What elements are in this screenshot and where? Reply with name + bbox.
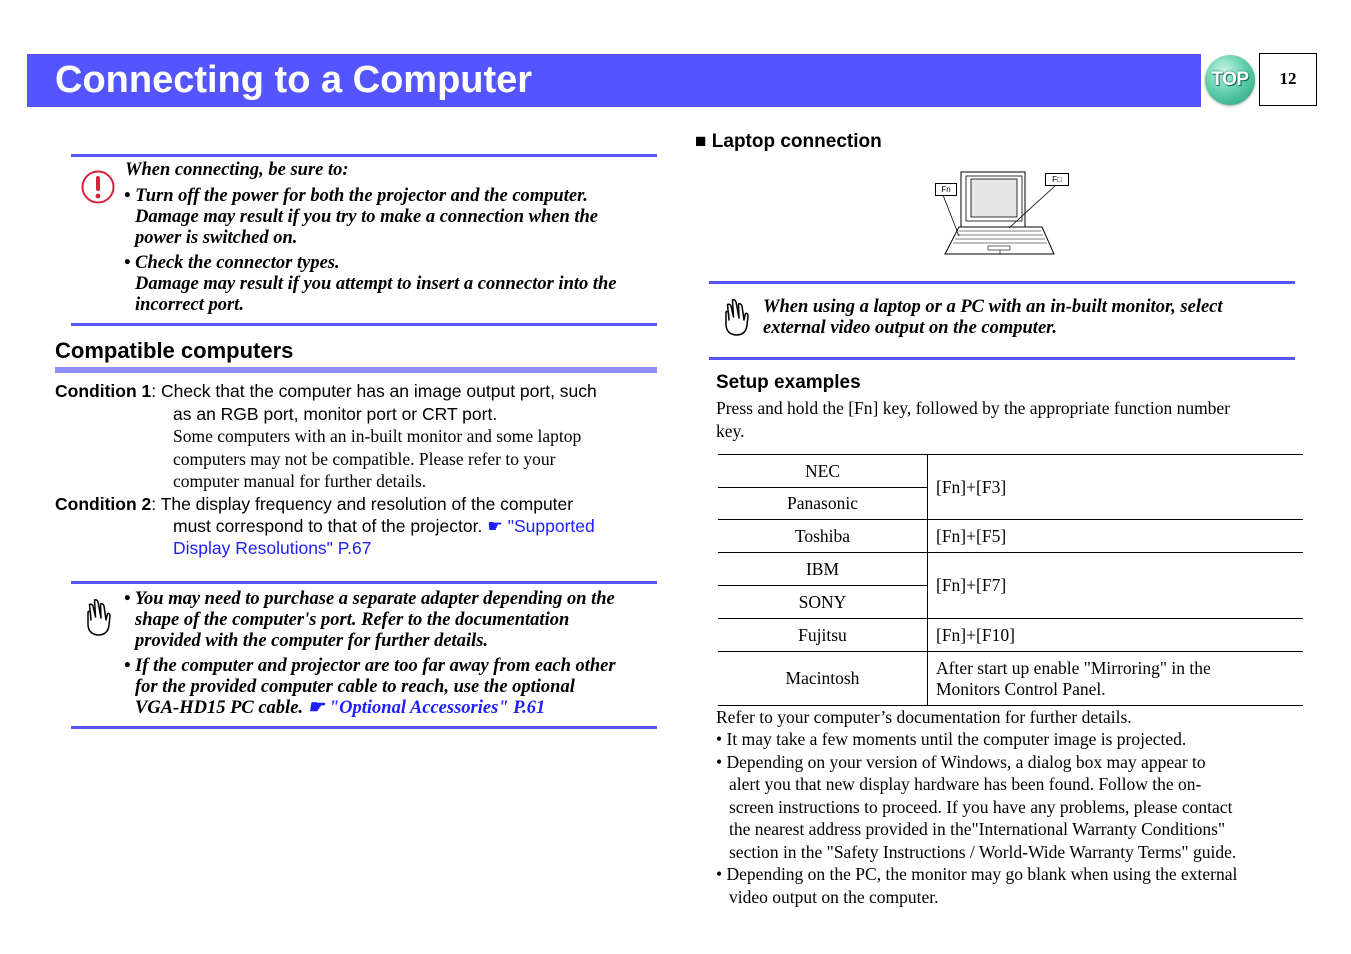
condition-2-line-2 xyxy=(173,515,595,537)
condition-2-text-2: must correspond to that of the projector. xyxy=(173,516,488,536)
top-button-label: TOP xyxy=(1211,69,1249,90)
tip-left-bullet-1-line-1: You may need to purchase a separate adapter depending on the xyxy=(134,589,615,609)
condition-1-label: Condition 1 xyxy=(55,381,152,401)
tip-hand-icon xyxy=(720,298,752,338)
bullet-dot: • xyxy=(716,751,727,772)
bullet-dot: • xyxy=(124,253,136,273)
laptop-tip-text xyxy=(763,297,1223,339)
laptop-heading-text: Laptop connection xyxy=(711,131,882,152)
title-bar xyxy=(27,54,1201,107)
pointing-hand-icon: ☛ xyxy=(307,698,329,718)
setup-after-text: Refer to your computer’s documentation for further details. xyxy=(716,707,1132,727)
tip-left-bullet-1 xyxy=(124,589,615,652)
caution-bullet-2-line-1: Check the connector types. xyxy=(135,253,340,273)
laptop-tip-line-2: external video output on the computer. xyxy=(763,318,1057,338)
setup-intro xyxy=(716,397,1230,442)
keys-cell-line-1: After start up enable "Mirroring" in the xyxy=(936,657,1211,678)
condition-1-text: : Check that the computer has an image output port, such xyxy=(151,381,597,401)
optional-accessories-link[interactable]: "Optional Accessories" P.61 xyxy=(328,698,546,718)
table-row xyxy=(718,652,1303,706)
keys-cell: [Fn]+[F7] xyxy=(928,553,1304,619)
square-bullet-icon: ■ xyxy=(695,131,712,152)
note-1 xyxy=(716,728,1237,751)
note-3-line-2: video output on the computer. xyxy=(729,886,939,907)
tip-left-bullet-2-line-2: for the provided computer cable to reach, use the optional xyxy=(135,677,575,697)
setup-table xyxy=(718,454,1303,706)
table-row xyxy=(718,619,1303,652)
setup-heading: Setup examples xyxy=(716,372,861,393)
table-row xyxy=(718,455,1303,488)
laptop-tip-bottom-rule xyxy=(709,357,1295,360)
keys-cell: [Fn]+[F10] xyxy=(928,619,1304,652)
fn-key-icon: Fn xyxy=(935,183,957,196)
keys-cell xyxy=(928,652,1304,706)
condition-2-line-1 xyxy=(55,493,573,515)
keys-cell: [Fn]+[F3] xyxy=(928,455,1304,520)
condition-1-note-line-1: Some computers with an in-built monitor and some laptop xyxy=(173,426,582,446)
maker-cell: NEC xyxy=(718,455,928,488)
table-row xyxy=(718,553,1303,586)
tip-hand-icon xyxy=(82,598,114,638)
note-1-line-1: It may take a few moments until the computer image is projected. xyxy=(726,729,1187,749)
condition-2-text: : The display frequency and resolution of the computer xyxy=(151,494,574,514)
caution-bullet-1 xyxy=(124,186,598,249)
table-row xyxy=(718,520,1303,553)
maker-cell: Macintosh xyxy=(718,652,928,706)
note-2-line-3: screen instructions to proceed. If you have any problems, please contact xyxy=(729,796,1233,817)
laptop-heading xyxy=(695,130,882,154)
note-2-line-1: Depending on your version of Windows, a dialog box may appear to xyxy=(726,751,1206,772)
bullet-dot: • xyxy=(124,589,135,609)
condition-1-note-line-2: computers may not be compatible. Please refer to your xyxy=(173,448,556,469)
caution-bullet-1-line-1: Turn off the power for both the projector and the computer. xyxy=(135,186,588,206)
caution-bullet-1-line-3: power is switched on. xyxy=(135,228,298,248)
note-2-line-5: section in the "Safety Instructions / World-Wide Warranty Terms" guide. xyxy=(729,841,1237,862)
top-button[interactable] xyxy=(1205,55,1255,105)
condition-1-line-1 xyxy=(55,380,597,402)
setup-notes xyxy=(716,728,1237,908)
supported-resolutions-link[interactable]: "Supported xyxy=(507,516,595,536)
tip-left-bullet-2 xyxy=(124,656,616,719)
bullet-dot: • xyxy=(124,656,136,676)
condition-2-label: Condition 2 xyxy=(55,494,152,514)
tip-left-bullet-2-line-1: If the computer and projector are too far away from each other xyxy=(135,656,616,676)
pointing-hand-icon: ☛ xyxy=(487,516,508,536)
caution-bottom-rule xyxy=(71,323,657,326)
function-key-icon: F□ xyxy=(1045,173,1069,186)
caution-icon xyxy=(80,169,116,205)
page-title: Connecting to a Computer xyxy=(55,59,533,101)
note-3 xyxy=(716,863,1237,908)
setup-intro-line-2: key. xyxy=(716,420,745,441)
bullet-dot: • xyxy=(716,864,727,884)
tip-left-bullet-1-line-3: provided with the computer for further details. xyxy=(135,631,489,651)
maker-cell: Toshiba xyxy=(718,520,928,553)
caution-top-rule xyxy=(71,154,657,157)
keys-cell: [Fn]+[F5] xyxy=(928,520,1304,553)
condition-1-note-line-3: computer manual for further details. xyxy=(173,471,427,491)
bullet-dot: • xyxy=(716,729,727,749)
keys-cell-line-2: Monitors Control Panel. xyxy=(936,678,1106,699)
caution-bullet-1-line-2: Damage may result if you try to make a connection when the xyxy=(135,207,599,227)
tip-left-bullet-2-text: VGA-HD15 PC cable. xyxy=(135,698,308,718)
tip-left-bullet-2-line-3 xyxy=(124,698,616,719)
maker-cell: IBM xyxy=(718,553,928,586)
note-3-line-1: Depending on the PC, the monitor may go blank when using the external xyxy=(726,864,1238,884)
condition-1-note xyxy=(173,425,581,493)
note-2-line-2: alert you that new display hardware has been found. Follow the on- xyxy=(729,774,1202,794)
compatible-heading: Compatible computers xyxy=(55,338,294,363)
caution-bullet-2 xyxy=(124,253,617,316)
caution-bullet-2-line-2: Damage may result if you attempt to insert a connector into the xyxy=(135,274,617,294)
note-2-line-4: the nearest address provided in the"International Warranty Conditions" xyxy=(729,819,1226,839)
setup-intro-line-1: Press and hold the [Fn] key, followed by the appropriate function number xyxy=(716,398,1231,418)
condition-1-line-2: as an RGB port, monitor port or CRT port. xyxy=(173,404,498,424)
maker-cell: SONY xyxy=(718,586,928,619)
maker-cell: Panasonic xyxy=(718,488,928,520)
maker-cell: Fujitsu xyxy=(718,619,928,652)
caution-intro: When connecting, be sure to: xyxy=(125,160,349,180)
caution-bullet-2-line-3: incorrect port. xyxy=(135,295,244,315)
tips-top-rule xyxy=(71,581,657,584)
tips-bottom-rule xyxy=(71,726,657,729)
compatible-heading-rule xyxy=(55,367,657,373)
bullet-dot: • xyxy=(124,186,136,206)
laptop-tip-top-rule xyxy=(709,281,1295,284)
laptop-tip-line-1: When using a laptop or a PC with an in-built monitor, select xyxy=(763,297,1223,317)
tip-left-bullet-1-line-2: shape of the computer's port. Refer to the documentation xyxy=(135,610,570,630)
note-2 xyxy=(716,751,1237,864)
supported-resolutions-link-2[interactable]: Display Resolutions" P.67 xyxy=(173,538,372,558)
page-number: 12 xyxy=(1259,53,1317,106)
